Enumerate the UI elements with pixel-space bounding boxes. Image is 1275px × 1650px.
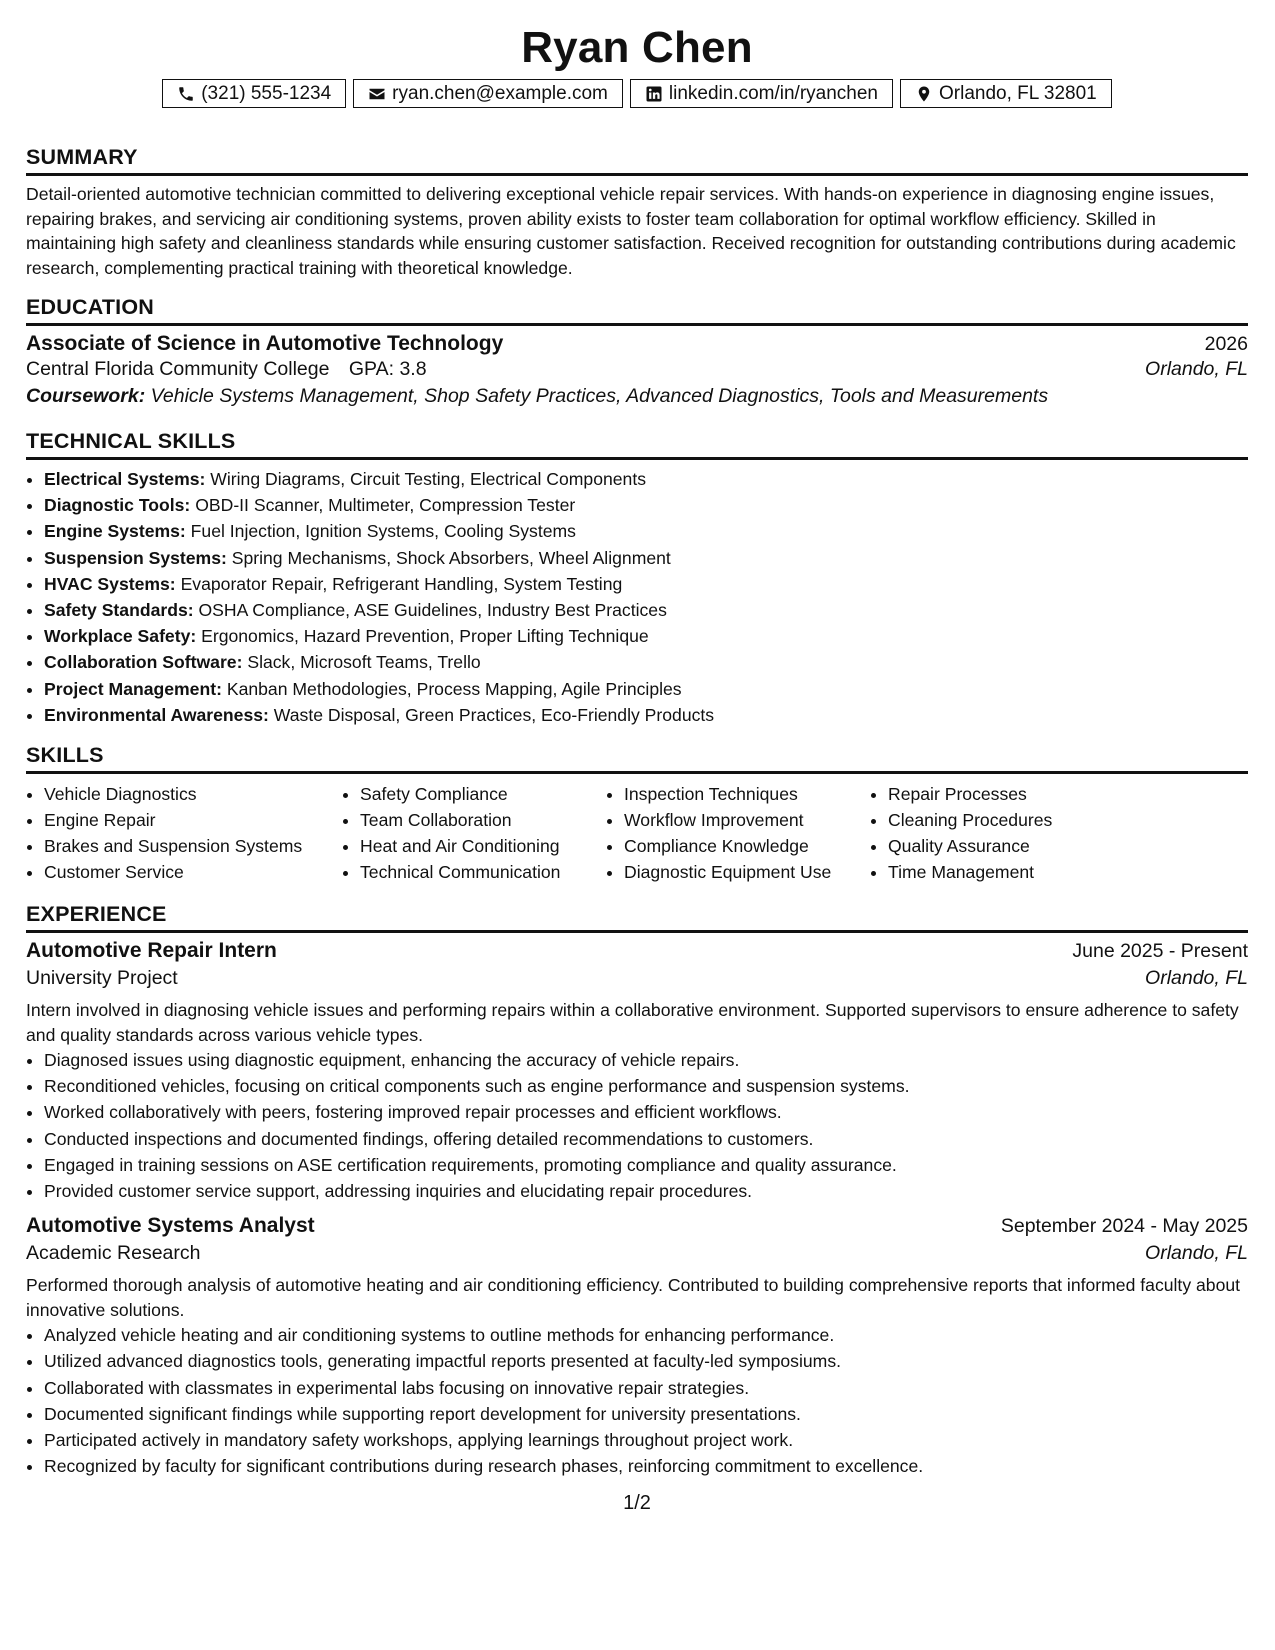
job-bullets [26,1047,1248,1204]
list-item: • Electrical Systems: Wiring Diagrams, Circuit Testing, Electrical Components [44,466,1248,492]
technical-skills-section [26,428,1248,728]
degree-name: Associate of Science in Automotive Technology [26,332,504,355]
experience-entry [26,1214,1248,1479]
list-item: • Worked collaboratively with peers, fostering improved repair processes and efficient workflows. [44,1099,1248,1125]
list-item: • Reconditioned vehicles, focusing on critical components such as engine performance and suspension systems. [44,1073,1248,1099]
job-bullets [26,1322,1248,1479]
list-item: • Quality Assurance [888,833,1188,859]
summary-section [26,144,1248,280]
email-text: ryan.chen@example.com [392,82,608,104]
envelope-icon [368,85,386,103]
job-location: Orlando, FL [1145,967,1248,990]
list-item: • Suspension Systems: Spring Mechanisms, Shock Absorbers, Wheel Alignment [44,545,1248,571]
list-item: • Heat and Air Conditioning [360,833,606,859]
school-name: Central Florida Community College [26,358,330,380]
phone-contact[interactable] [162,79,346,108]
education-section [26,294,1248,408]
list-item: • Collaborated with classmates in experimental labs focusing on innovative repair strategies. [44,1375,1248,1401]
list-item: • Environmental Awareness: Waste Disposal, Green Practices, Eco-Friendly Products [44,702,1248,728]
list-item: • Vehicle Diagnostics [44,781,342,807]
job-organization: Academic Research [26,1242,201,1265]
list-item: • Safety Standards: OSHA Compliance, ASE Guidelines, Industry Best Practices [44,597,1248,623]
list-item: • Safety Compliance [360,781,606,807]
list-item: • Team Collaboration [360,807,606,833]
list-item: • Analyzed vehicle heating and air conditioning systems to outline methods for enhancing performance. [44,1322,1248,1348]
summary-heading: SUMMARY [26,144,1248,176]
experience-entry [26,939,1248,1204]
list-item: • Engine Repair [44,807,342,833]
job-description: Intern involved in diagnosing vehicle issues and performing repairs within a collaborative environment. Supported supervisors to ensure adherence to safety and quality standards across various vehicle types. [26,1000,1239,1045]
list-item: • Customer Service [44,859,342,885]
job-location: Orlando, FL [1145,1242,1248,1265]
job-dates: June 2025 - Present [1072,940,1248,963]
list-item: • Project Management: Kanban Methodologies, Process Mapping, Agile Principles [44,676,1248,702]
skills-column [342,781,606,885]
list-item: • Conducted inspections and documented findings, offering detailed recommendations to customers. [44,1126,1248,1152]
job-org-row [26,1242,1248,1265]
list-item: • Collaboration Software: Slack, Microsoft Teams, Trello [44,649,1248,675]
list-item: • Recognized by faculty for significant contributions during research phases, reinforcing commitment to excellence. [44,1453,1248,1479]
phone-icon [177,85,195,103]
skills-grid [26,781,1248,885]
contact-bar [26,79,1248,108]
coursework-list: Vehicle Systems Management, Shop Safety Practices, Advanced Diagnostics, Tools and Measurements [150,385,1049,407]
job-dates: September 2024 - May 2025 [1000,1215,1248,1238]
skills-heading: SKILLS [26,742,1248,774]
job-title-row [26,939,1248,963]
list-item: • Provided customer service support, addressing inquiries and elucidating repair procedures. [44,1178,1248,1204]
resume-page [26,0,1248,1650]
education-school-row [26,358,1248,381]
job-title: Automotive Repair Intern [26,939,277,963]
list-item: • Brakes and Suspension Systems [44,833,342,859]
skills-column [870,781,1188,885]
job-title: Automotive Systems Analyst [26,1214,315,1238]
list-item: • Inspection Techniques [624,781,870,807]
list-item: • Diagnosed issues using diagnostic equipment, enhancing the accuracy of vehicle repairs. [44,1047,1248,1073]
candidate-name: Ryan Chen [521,23,753,72]
coursework-label: Coursework: [26,385,146,407]
list-item: • Utilized advanced diagnostics tools, generating impactful reports presented at faculty-led symposiums. [44,1348,1248,1374]
location-text: Orlando, FL 32801 [939,82,1097,104]
map-pin-icon [915,85,933,103]
summary-text: Detail-oriented automotive technician committed to delivering exceptional vehicle repair services. With hands-on experience in diagnosing engine issues, repairing brakes, and servicing air conditioning systems, proven ability exists to foster team collaboration for optimal workflow efficiency. Skilled in maintaining high safety and cleanliness standards while ensuring customer satisfaction. Received recognition for outstanding contributions during academic research, complementing practical training with theoretical knowledge. [26,184,1236,278]
list-item: • Workflow Improvement [624,807,870,833]
list-item: • Repair Processes [888,781,1188,807]
school-location: Orlando, FL [1145,358,1248,380]
linkedin-contact[interactable] [630,79,893,108]
coursework-line [26,385,1248,408]
skills-column [606,781,870,885]
list-item: • HVAC Systems: Evaporator Repair, Refrigerant Handling, System Testing [44,571,1248,597]
email-contact[interactable] [353,79,623,108]
linkedin-icon [645,85,663,103]
list-item: • Documented significant findings while supporting report development for university presentations. [44,1401,1248,1427]
skills-section [26,742,1248,885]
list-item: • Diagnostic Tools: OBD-II Scanner, Multimeter, Compression Tester [44,492,1248,518]
list-item: • Time Management [888,859,1188,885]
job-org-row [26,967,1248,990]
page-indicator: 1/2 [623,1492,651,1514]
job-description: Performed thorough analysis of automotive heating and air conditioning efficiency. Contributed to building comprehensive reports that informed faculty about innovative solutions. [26,1275,1241,1320]
skills-column [26,781,342,885]
education-degree-row [26,332,1248,356]
list-item: • Cleaning Procedures [888,807,1188,833]
list-item: • Technical Communication [360,859,606,885]
list-item: • Compliance Knowledge [624,833,870,859]
list-item: • Engine Systems: Fuel Injection, Ignition Systems, Cooling Systems [44,518,1248,544]
linkedin-text: linkedin.com/in/ryanchen [668,82,879,104]
phone-text: (321) 555-1234 [201,82,332,104]
list-item: • Engaged in training sessions on ASE certification requirements, promoting compliance and quality assurance. [44,1152,1248,1178]
experience-section [26,901,1248,1479]
graduation-year: 2026 [1204,333,1248,355]
experience-heading: EXPERIENCE [26,901,1248,933]
location-contact[interactable] [900,79,1112,108]
job-organization: University Project [26,967,178,990]
education-heading: EDUCATION [26,294,1248,326]
list-item: • Workplace Safety: Ergonomics, Hazard Prevention, Proper Lifting Technique [44,623,1248,649]
list-item: • Participated actively in mandatory safety workshops, applying learnings throughout project work. [44,1427,1248,1453]
technical-skills-heading: TECHNICAL SKILLS [26,428,1248,460]
list-item: • Diagnostic Equipment Use [624,859,870,885]
gpa: GPA: 3.8 [348,358,427,380]
technical-skills-list [26,466,1248,728]
job-title-row [26,1214,1248,1238]
